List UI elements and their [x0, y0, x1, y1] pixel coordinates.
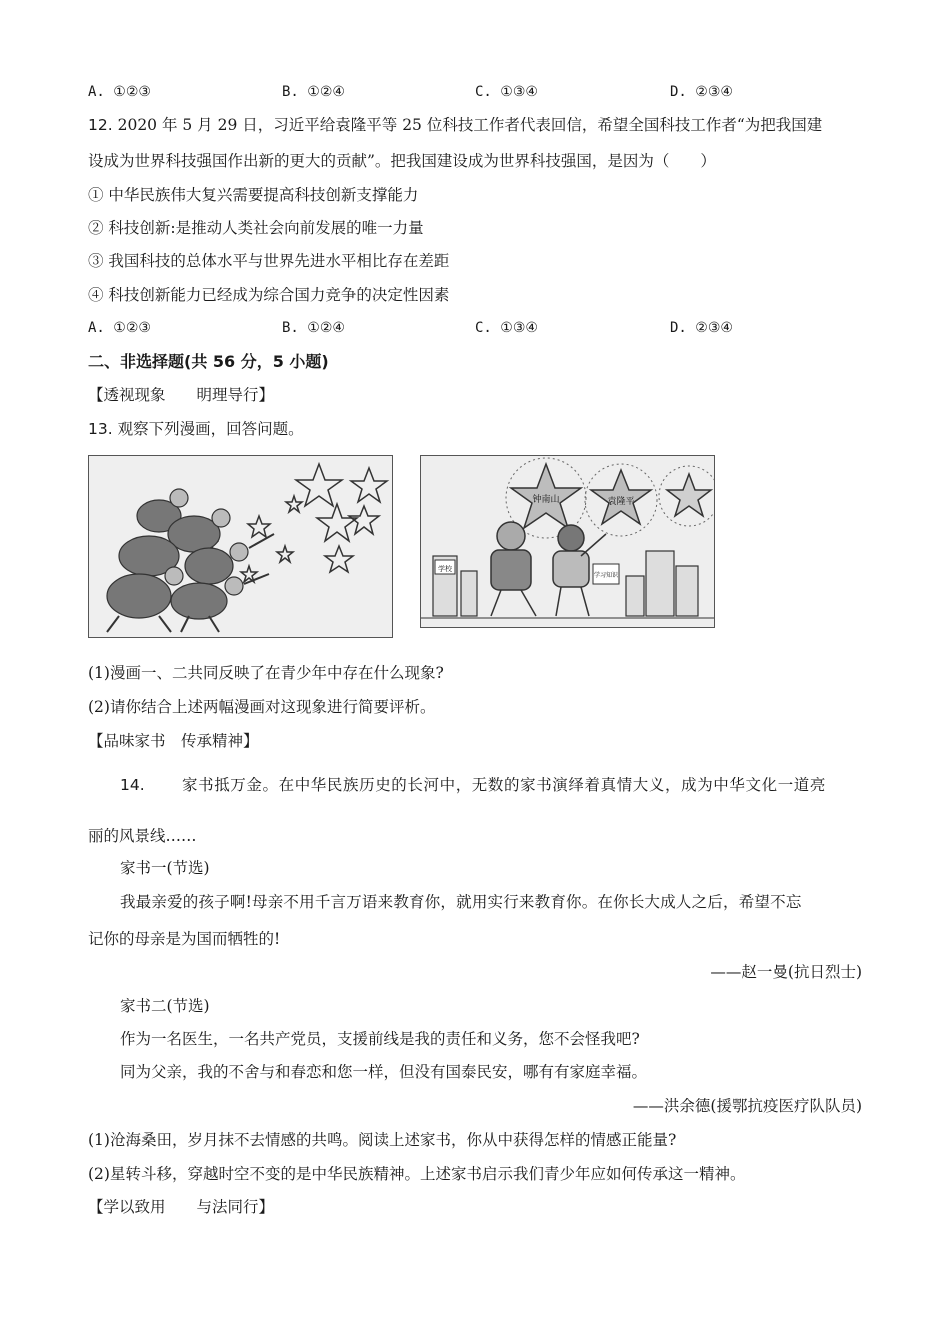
school-sign-text: 学校 [438, 565, 452, 573]
q13-sub2: (2)请你结合上述两幅漫画对这现象进行简要评析。 [88, 698, 436, 716]
q11-option-a: A. ①②③ [88, 84, 151, 100]
letter1-line1: 我最亲爱的孩子啊!母亲不用千言万语来教育你，就用实行来教育你。在你长大成人之后，希望不忘 [120, 893, 802, 911]
letter1-signature: ——赵一曼(抗日烈士) [710, 963, 862, 981]
letter2-line1: 作为一名医生，一名共产党员，支援前线是我的责任和义务，您不会怪我吧? [120, 1030, 640, 1048]
q13-number: 13. [88, 420, 113, 438]
q12-item-3: ③ 我国科技的总体水平与世界先进水平相比存在差距 [88, 252, 450, 270]
letter2-line2: 同为父亲，我的不舍与和春恋和您一样，但没有国泰民安，哪有有家庭幸福。 [120, 1063, 648, 1081]
letter2-title: 家书二(节选) [120, 997, 210, 1015]
q14-intro-line1: 家书抵万金。在中华民族历史的长河中，无数的家书演绎着真情大义，成为中华文化一道亮 [182, 776, 827, 794]
study-sign-text: 学习知识 [593, 572, 619, 579]
q12-option-b: B. ①②④ [282, 320, 345, 336]
cartoon-2-image [420, 455, 715, 628]
letter1-title: 家书一(节选) [120, 859, 210, 877]
q11-option-b: B. ①②④ [282, 84, 345, 100]
q12-option-c: C. ①③④ [475, 320, 538, 336]
section2-title: 二、非选择题(共 56 分，5 小题) [88, 352, 329, 371]
section2-tag2: 【品味家书 传承精神】 [88, 732, 259, 750]
q14-sub1: (1)沧海桑田，岁月抹不去情感的共鸣。阅读上述家书，你从中获得怎样的情感正能量? [88, 1131, 677, 1149]
q12-stem-line1 [88, 115, 822, 135]
q11-option-d: D. ②③④ [670, 84, 733, 100]
cartoon-1-drawing [89, 456, 392, 637]
cartoon-2-drawing [421, 456, 714, 627]
q12-item-4: ④ 科技创新能力已经成为综合国力竞争的决定性因素 [88, 286, 450, 304]
letter2-signature: ——洪余德(援鄂抗疫医疗队队员) [632, 1097, 862, 1115]
star-label-1: 钟南山 [532, 495, 560, 505]
letter1-line2: 记你的母亲是为国而牺牲的! [88, 930, 281, 948]
q12-item-1: ① 中华民族伟大复兴需要提高科技创新支撑能力 [88, 186, 419, 204]
q12-option-d: D. ②③④ [670, 320, 733, 336]
section2-tag1: 【透视现象 明理导行】 [88, 386, 275, 404]
q12-stem-text1: 2020 年 5 月 29 日，习近平给袁隆平等 25 位科技工作者代表回信，希望全国科技工作者“为把我国建 [117, 116, 823, 134]
q13-stem [88, 419, 304, 439]
q12-number: 12. [88, 116, 113, 134]
star-label-2: 袁隆平 [607, 497, 635, 507]
q12-option-a: A. ①②③ [88, 320, 151, 336]
q14-sub2: (2)星转斗移，穿越时空不变的是中华民族精神。上述家书启示我们青少年应如何传承这一精神。 [88, 1165, 746, 1183]
q13-sub1: (1)漫画一、二共同反映了在青少年中存在什么现象? [88, 664, 444, 682]
q12-stem-line2: 设成为世界科技强国作出新的更大的贡献”。把我国建设成为世界科技强国，是因为（ ） [88, 152, 716, 170]
q13-stem-text: 观察下列漫画，回答问题。 [117, 420, 304, 438]
q14-intro-line2: 丽的风景线…… [88, 827, 197, 845]
cartoon-1-image [88, 455, 393, 638]
q11-option-c: C. ①③④ [475, 84, 538, 100]
section2-tag3: 【学以致用 与法同行】 [88, 1198, 275, 1216]
q12-item-2: ② 科技创新:是推动人类社会向前发展的唯一力量 [88, 219, 424, 237]
q14-number: 14. [120, 776, 145, 794]
